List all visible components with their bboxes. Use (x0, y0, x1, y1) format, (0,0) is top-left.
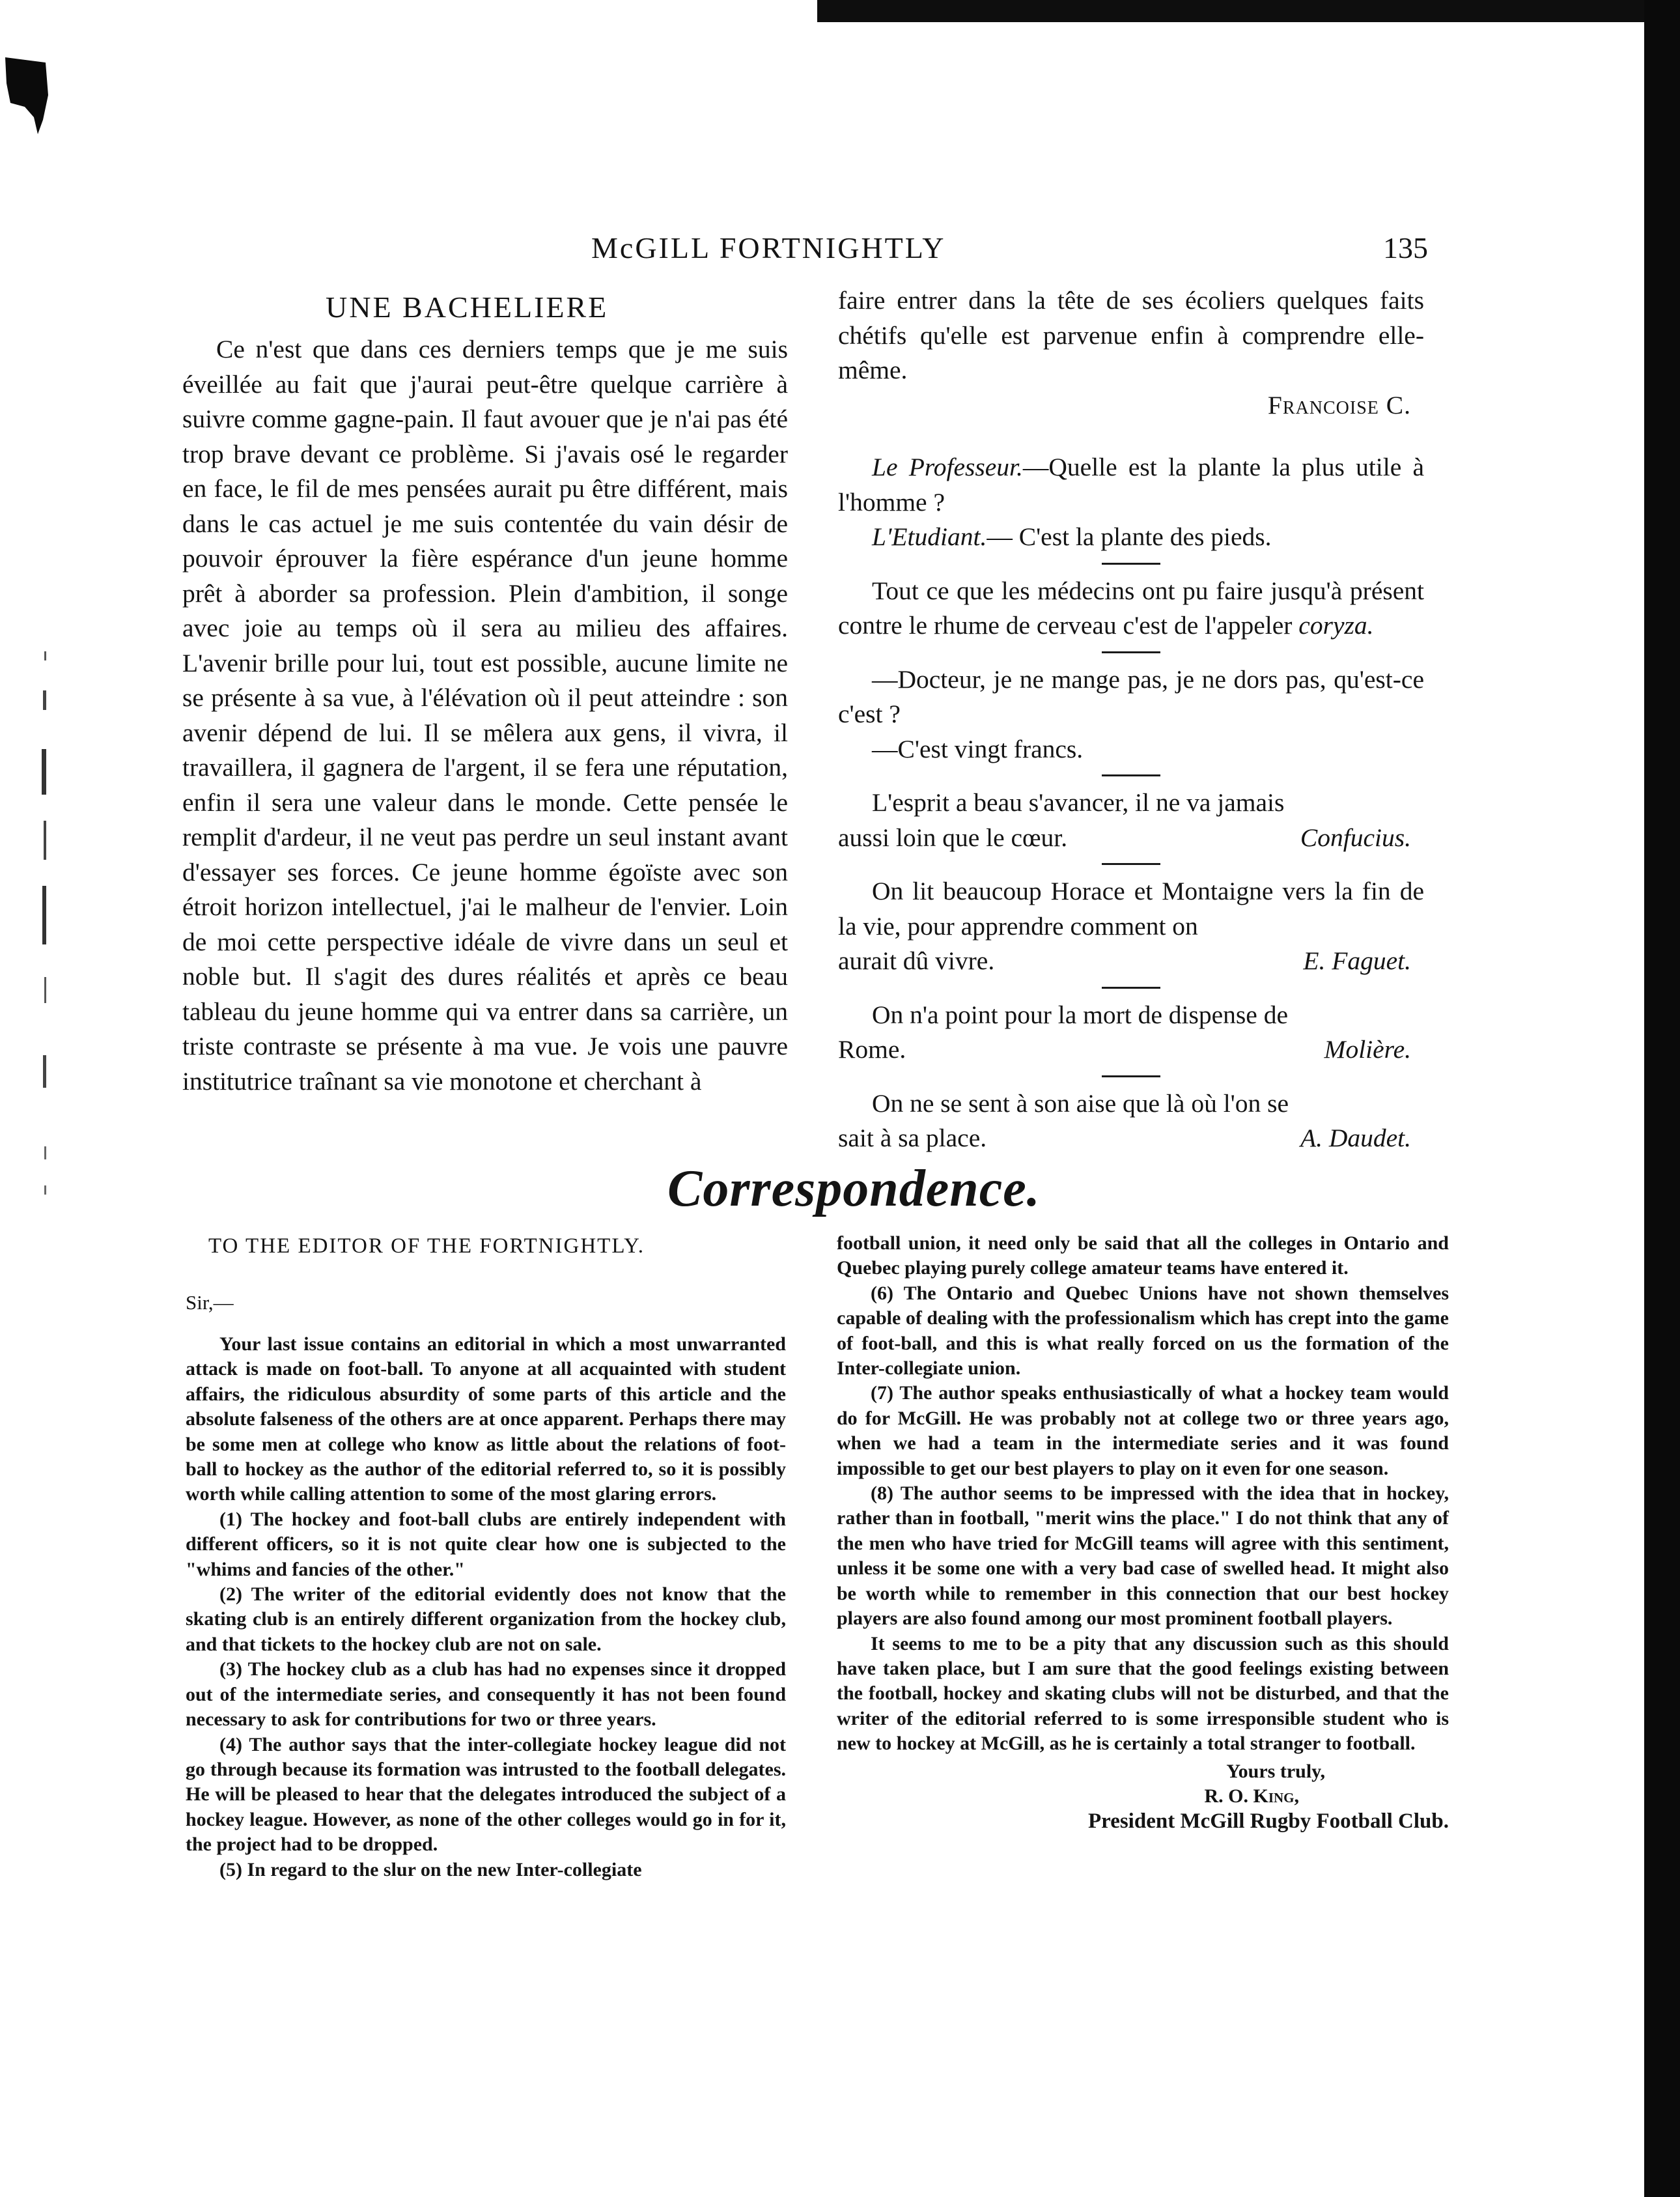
letter-paragraph: (5) In regard to the slur on the new Inter-collegiate (219, 1858, 642, 1880)
french-essay-column (182, 332, 788, 1099)
letter-paragraph: (2) The writer of the editorial evidently does not know that the skating club is an entirely different organization from the hockey club, and that tickets to the hockey club are not on sale. (186, 1583, 786, 1655)
letter-paragraph: (8) The author seems to be impressed with the idea that in hockey, rather than in football, "merit wins the place." I do not think that any of the men who have tried for McGill teams will agree with this sentiment, unless it be some one with a very bad case of swelled head. It might also be worth while to remember in this connection that our best hockey players are also found among our most prominent football players. (837, 1482, 1449, 1630)
letter-address: TO THE EDITOR OF THE FORTNIGHTLY. (208, 1234, 645, 1258)
letter-paragraph: (7) The author speaks enthusiastically of what a hockey team would do for McGill. He was probably not at college two or three years ago, when we had a team in the intermediate series and it was found impossible to get our best players to play on it even for one season. (837, 1382, 1449, 1479)
essay-paragraph: Ce n'est que dans ces derniers temps que je me suis éveillée au fait que j'aurai peut-être quelque carrière à suivre comme gagne-pain. Il faut avouer que je n'ai pas été trop brave devant ce problème. Si j'avais osé le regarder en face, le fil de mes pensées aurait pu être différent, mais dans le cas actuel je me suis contentée du vain désir de pouvoir éprouver la fière espérance d'un jeune homme prêt à aborder sa profession. Plein d'ambition, il songe avec joie au temps où il sera au milieu des affaires. L'avenir brille pour lui, tout est possible, aucune limite ne se présente à sa vue, à l'élévation où il peut atteindre : son avenir dépend de lui. Il se mêlera aux gens, il vivra, il travaillera, il gagnera de l'argent, il se fera une réputation, enfin il sera une valeur dans le monde. Cette pensée le remplit d'ardeur, il ne veut pas perdre un seul instant avant d'essayer ses forces. Ce jeune homme égoïste avec son étroit horizon intellectuel, j'ai le malheur de l'envier. Loin de moi cette perspective idéale de vivre dans un seul et noble but. Il s'agit des dures réalités et après ce beau tableau du jeune homme qui va entrer dans sa carrière, un triste contraste se présente à ma vue. Je vois une pauvre institutrice traînant sa vie monotone et cherchant à (182, 335, 788, 1096)
scan-border-right (1644, 0, 1680, 2197)
quote-text-end: sait à sa place. (838, 1124, 987, 1152)
letter-salutation: Sir,— (186, 1291, 234, 1314)
quote-text-end: Rome. (838, 1035, 906, 1064)
quote-attribution-line (838, 821, 1424, 856)
dialogue-line (838, 520, 1424, 555)
letter-signature: R. O. King, (1204, 1785, 1299, 1807)
essay-paragraph-continued: faire entrer dans la tête de ses écoliers quelques faits chétifs qu'elle est parvenue enfin à comprendre elle-même. (838, 286, 1424, 384)
section-rule (1102, 651, 1160, 653)
running-head (0, 231, 1680, 270)
letter-paragraph: Your last issue contains an editorial in which a most unwarranted attack is made on foot-ball. To anyone at all acquainted with student affairs, the ridiculous absurdity of some parts of this article and the absolute falseness of the others are at once apparent. Perhaps there may be some men at college who know as little about the relations of foot-ball to hockey as the author of the editorial referred to, so it is possibly worth while calling attention to some of the most glaring errors. (186, 1333, 786, 1505)
letter-paragraph: (3) The hockey club as a club has had no expenses since it dropped out of the intermediate series, and consequently it has not been found necessary to ask for contributions for two or three years. (186, 1658, 786, 1731)
dialogue-line (838, 450, 1424, 520)
scan-edge-specks (33, 651, 59, 1212)
letter-closing: Yours truly, (1226, 1760, 1325, 1782)
quote-text: On lit beaucoup Horace et Montaigne vers la fin de la vie, pour apprendre comment on (838, 877, 1424, 941)
quote-author: Confucius. (1300, 823, 1411, 852)
quote-author: Molière. (1324, 1035, 1411, 1064)
letter-paragraph: (6) The Ontario and Quebec Unions have not shown themselves capable of dealing with the professionalism which has crept into the game of foot-ball, and this is what really forced on us the formation of the Inter-collegiate union. (837, 1282, 1449, 1380)
section-rule (1102, 774, 1160, 776)
letter-column-right (837, 1231, 1449, 1834)
dialogue-speaker: L'Etudiant. (872, 522, 987, 551)
section-rule (1102, 563, 1160, 565)
dialogue-text: —Quelle est la plante la plus utile à l'homme ? (838, 453, 1425, 517)
article-title: UNE BACHELIERE (326, 291, 609, 324)
quote-text-end: aurait dû vivre. (838, 946, 995, 975)
correspondence-heading: Correspondence. (667, 1160, 1041, 1217)
dialogue-speaker: Le Professeur. (872, 453, 1023, 481)
letter-paragraph: (1) The hockey and foot-ball clubs are entirely independent with different officers, so it is not quite clear how one is subjected to the "whims and fancies of the other." (186, 1508, 786, 1580)
letter-column-left (186, 1332, 786, 1882)
section-rule (1102, 1075, 1160, 1077)
french-miscellany-column (838, 283, 1424, 1156)
anecdote-paragraph (838, 574, 1424, 644)
letter-paragraph: It seems to me to be a pity that any discussion such as this should have taken place, but I am sure that the good feelings existing between the football, hockey and skating clubs will not be disturbed, and that the writer of the editorial referred to is some irresponsible student who is new to hockey at McGill, as he is certainly a total stranger to football. (837, 1632, 1449, 1755)
quote-text-end: aussi loin que le cœur. (838, 823, 1068, 852)
scan-artifact-mark (5, 57, 51, 135)
scan-border-top (817, 0, 1680, 22)
essay-author: Francoise C. (1267, 390, 1411, 419)
letter-paragraph: (4) The author says that the inter-collegiate hockey league did not go through because its formation was intrusted to the football delegates. He will be pleased to hear that the delegates introduced the subject of a hockey league. However, as none of the other colleges would go in for it, the project had to be dropped. (186, 1733, 786, 1856)
quote-attribution-line (838, 1121, 1424, 1156)
dialogue-text: — C'est la plante des pieds. (987, 522, 1272, 551)
anecdote-italic-word: coryza. (1298, 611, 1374, 640)
quote-author: E. Faguet. (1303, 946, 1411, 975)
journal-title: McGILL FORTNIGHTLY (591, 231, 946, 264)
quote-attribution-line (838, 944, 1424, 979)
anecdote-paragraph: —C'est vingt francs. (872, 734, 1084, 763)
anecdote-text: Tout ce que les médecins ont pu faire jusqu'à présent contre le rhume de cerveau c'est de l'appeler (838, 576, 1424, 640)
letter-paragraph: football union, it need only be said that all the colleges in Ontario and Quebec playing purely college amateur teams have entered it. (837, 1232, 1449, 1279)
signature-title: President McGill Rugby Football Club. (1087, 1809, 1449, 1834)
quote-text: On ne se sent à son aise que là où l'on se (872, 1088, 1289, 1118)
page-number: 135 (1383, 231, 1428, 264)
quote-author: A. Daudet. (1300, 1124, 1411, 1152)
anecdote-paragraph: —Docteur, je ne mange pas, je ne dors pas, qu'est-ce c'est ? (838, 664, 1424, 728)
quote-attribution-line (838, 1032, 1424, 1068)
quote-text: On n'a point pour la mort de dispense de (872, 1000, 1288, 1029)
quote-text: L'esprit a beau s'avancer, il ne va jamais (872, 788, 1285, 817)
section-rule (1102, 987, 1160, 989)
section-rule (1102, 863, 1160, 865)
